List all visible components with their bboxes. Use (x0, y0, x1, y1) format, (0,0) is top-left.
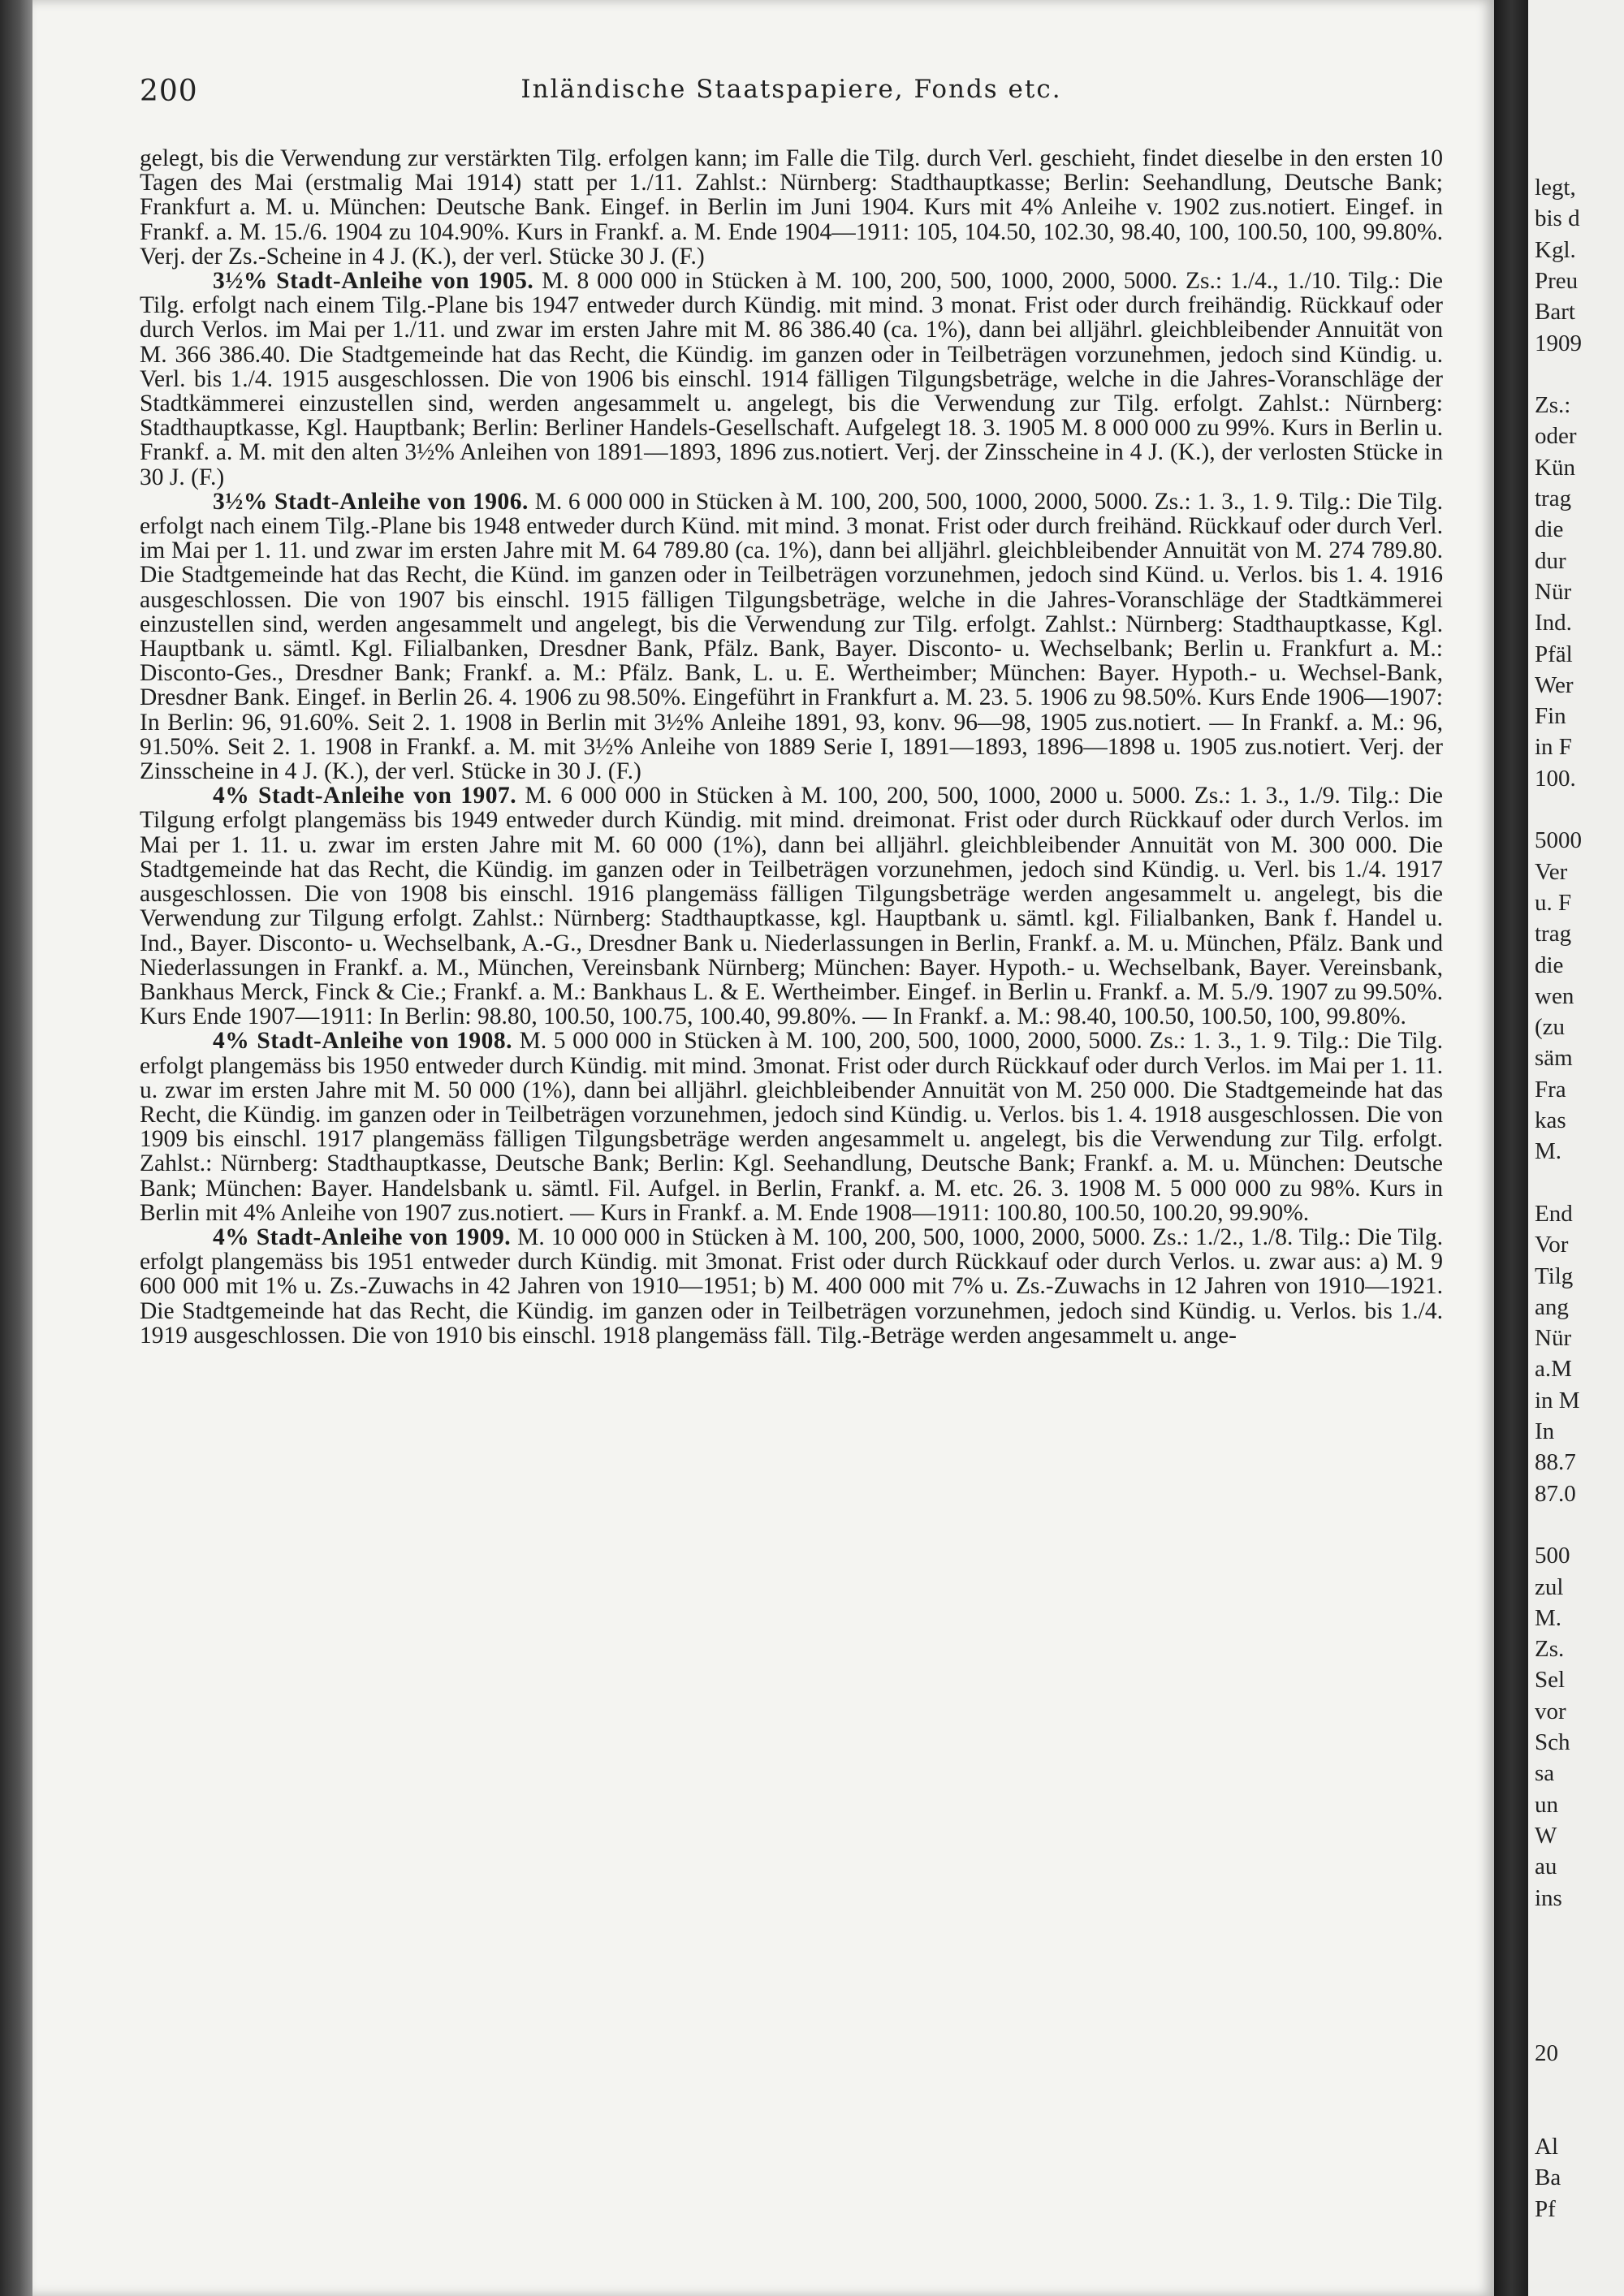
adjacent-page-fragment: sa (1535, 1760, 1555, 1787)
adjacent-page-fragment: 1909 (1535, 330, 1582, 356)
adjacent-page-fragment: Ind. (1535, 610, 1572, 637)
adjacent-page-fragment: Pf (1535, 2195, 1556, 2222)
adjacent-page-edge (1528, 0, 1624, 2296)
scan-border-left (0, 0, 32, 2296)
entry-1906 (140, 490, 1443, 783)
adjacent-page-fragment: Kün (1535, 454, 1575, 481)
adjacent-page-fragment: bis d (1535, 205, 1580, 232)
adjacent-page-fragment: vor (1535, 1698, 1566, 1724)
adjacent-page-fragment: säm (1535, 1045, 1573, 1072)
adjacent-page-fragment: 20 (1535, 2040, 1558, 2066)
entry-title: 4% Stadt-Anleihe von 1907. (213, 783, 517, 809)
adjacent-page-fragment: in F (1535, 734, 1572, 761)
adjacent-page-fragment: au (1535, 1854, 1557, 1880)
adjacent-page-fragment: 87.0 (1535, 1480, 1576, 1507)
adjacent-page-fragment: dur (1535, 547, 1566, 574)
entry-body: M. 8 000 000 in Stücken à M. 100, 200, 500, 1000, 2000, 5000. Zs.: 1./4., 1./10. Tilg.: Die Tilg. erfolgt nach einem Tilg.-Plane bis 1947 entweder durch Kündig. mit mind. 3 monat. Frist oder durch freihändig. Rückkauf oder durch Verlos. im Mai per 1./11. und zwar im ersten Jahre mit M. 86 386.40 (ca. 1%), dann bei alljährl. gleichbleibender Annuität von M. 366 386.40. Die Stadtgemeinde hat das Recht, die Kündig. im ganzen oder in Teilbeträgen vorzunehmen, jedoch sind Kündig. u. Verl. bis 1./4. 1915 ausgeschlossen. Die von 1906 bis einschl. 1914 fälligen Tilgungsbeträge, welche in die Jahres-Voranschläge der Stadtkämmerei einzustellen sind, werden angesammelt u. angelegt, bis die Verwendung zur Tilg. erfolgt. Zahlst.: Nürnberg: Stadthauptkasse, Kgl. Hauptbank; Berlin: Berliner Handels-Gesellschaft. Aufgelegt 18. 3. 1905 M. 8 000 000 zu 99%. Kurs in Berlin u. Frankf. a. M. mit den alten 3½% Anleihen von 1891—1893, 1896 zus.notiert. Verj. der Zinsscheine in 4 J. (K.), der verlosten Stücke in 30 J. (F.) (140, 268, 1444, 490)
entry-body: M. 10 000 000 in Stücken à M. 100, 200, 500, 1000, 2000, 5000. Zs.: 1./2., 1./8. Tilg.: Die Tilg. erfolgt plangemäss bis 1951 entweder durch Kündig. mit 3monat. Frist oder durch Rückkauf oder durch Verlos. u. zwar aus: a) M. 9 600 000 mit 1% u. Zs.-Zuwachs in 42 Jahren von 1910—1951; b) M. 400 000 mit 7% u. Zs.-Zuwachs in 12 Jahren von 1910—1921. Die Stadtgemeinde hat das Recht, die Kündig. im ganzen oder in Teilbeträgen vorzunehmen, jedoch sind Kündig. u. Verlos. bis 1./4. 1919 ausgeschlossen. Die von 1910 bis einschl. 1918 plangemäss fäll. Tilg.-Beträge werden angesammelt u. ange- (140, 1224, 1444, 1349)
adjacent-page-fragment: u. F (1535, 889, 1572, 916)
page-number: 200 (140, 75, 198, 108)
adjacent-page-fragment: trag (1535, 921, 1572, 947)
adjacent-page-fragment: (zu (1535, 1014, 1566, 1041)
adjacent-page-fragment: ang (1535, 1293, 1569, 1320)
adjacent-page-fragment: Preu (1535, 267, 1579, 294)
adjacent-page-fragment: trag (1535, 486, 1572, 511)
adjacent-page-fragment: Zs. (1535, 1636, 1565, 1663)
adjacent-page-fragment: W (1535, 1822, 1557, 1849)
adjacent-page-fragment: Fra (1535, 1076, 1566, 1103)
adjacent-page-fragment: oder (1535, 423, 1577, 450)
adjacent-page-fragment: Ver (1535, 858, 1568, 885)
adjacent-page-fragment: Tilg (1535, 1262, 1574, 1289)
entry-body: M. 6 000 000 in Stücken à M. 100, 200, 500, 1000, 2000, 5000. Zs.: 1. 3., 1. 9. Tilg.: Die Tilg. erfolgt nach einem Tilg.-Plane bis 1948 entweder durch Künd. mit mind. 3 monat. Frist oder durch freihänd. Rückkauf oder durch Verl. im Mai per 1. 11. und zwar im ersten Jahre mit M. 64 789.80 (ca. 1%), dann bei alljährl. gleichbleibender Annuität von M. 274 789.80. Die Stadtgemeinde hat das Recht, die Künd. im ganzen oder in Teilbeträgen vorzunehmen, jedoch sind Künd. u. Verlos. bis 1. 4. 1916 ausgeschlossen. Die von 1907 bis einschl. 1915 fälligen Tilgungsbeträge, welche in die Jahres-Voranschläge der Stadtkämmerei einzustellen sind, werden angesammelt und angelegt, bis die Verwendung zur Tilg. erfolgt. Zahlst.: Nürnberg: Stadthauptkasse, Kgl. Hauptbank u. sämtl. Kgl. Filialbanken, Dresdner Bank, Pfälz. Bank, Bayer. Disconto- u. Wechselbank; Berlin u. Frankfurt a. M.: Disconto-Ges., Dresdner Bank; Frankf. a. M.: Pfälz. Bank, L. u. E. Wertheimber; München: Bayer. Hypoth.- u. Wechsel-Bank, Dresdner Bank. Eingef. in Berlin 26. 4. 1906 zu 98.50%. Eingeführt in Frankfurt a. M. 23. 5. 1906 zu 98.50%. Kurs Ende 1906—1907: In Berlin: 96, 91.60%. Seit 2. 1. 1908 in Berlin mit 3½% Anleihe 1891, 93, konv. 96—98, 1905 zus.notiert. — In Frankf. a. M.: 96, 91.50%. Seit 2. 1. 1908 in Frankf. a. M. mit 3½% Anleihe von 1889 Serie I, 1891—1893, 1896—1898 u. 1905 zus.notiert. Verj. der Zinsscheine in 4 J. (K.), der verl. Stücke in 30 J. (F.) (140, 488, 1444, 785)
entry-1908 (140, 1029, 1443, 1225)
adjacent-page-fragment: Bart (1535, 299, 1575, 326)
entry-body: M. 5 000 000 in Stücken à M. 100, 200, 500, 1000, 2000, 5000. Zs.: 1. 3., 1. 9. Tilg.: Die Tilg. erfolgt plangemäss bis 1950 entweder durch Kündig. mit mind. 3monat. Frist oder durch Rückkauf oder durch Verlos. im Mai per 1. 11. u. zwar im ersten Jahre mit M. 50 000 (1%), dann bei alljährl. gleichbleibender Annuität von M. 250 000. Die Stadtgemeinde hat das Recht, die Kündig. im ganzen oder in Teilbeträgen vorzunehmen, jedoch sind Kündig. u. Verlos. bis 1. 4. 1918 ausgeschlossen. Die von 1909 bis einschl. 1917 plangemäss fälligen Tilgungsbeträge werden angesammelt u. angelegt, bis die Verwendung zur Tilg. erfolgt. Zahlst.: Nürnberg: Stadthauptkasse, Deutsche Bank; Berlin: Kgl. Seehandlung, Deutsche Bank; Frankf. a. M. u. München: Deutsche Bank; München: Bayer. Handelsbank u. sämtl. Fil. Aufgel. in Berlin, Frankf. a. M. etc. 26. 3. 1908 M. 5 000 000 zu 98%. Kurs in Berlin mit 4% Anleihe von 1907 zus.notiert. — Kurs in Frankf. a. M. Ende 1908—1911: 100.80, 100.50, 100.20, 99.90%. (140, 1028, 1444, 1226)
intro-paragraph: gelegt, bis die Verwendung zur verstärkten Tilg. erfolgen kann; im Falle die Tilg. durch Verl. geschieht, findet dieselbe in den ersten 10 Tagen des Mai (erstmalig Mai 1914) statt per 1./11. Zahlst.: Nürnberg: Stadthauptkasse; Berlin: Seehandlung, Deutsche Bank; Frankfurt a. M. u. München: Deutsche Bank. Eingef. in Berlin im Juni 1904. Kurs mit 4% Anleihe v. 1902 zus.notiert. Eingef. in Frankf. a. M. 15./6. 1904 zu 104.90%. Kurs in Frankf. a. M. Ende 1904—1911: 105, 104.50, 102.30, 98.40, 100, 100.50, 100, 99.80%. Verj. der Zs.-Scheine in 4 J. (K.), der verl. Stücke 30 J. (F.) (140, 145, 1443, 270)
adjacent-page-fragment: End (1535, 1200, 1573, 1227)
entry-1909 (140, 1225, 1443, 1348)
adjacent-page-fragment: Nür (1535, 578, 1572, 605)
adjacent-page-fragment: zul (1535, 1573, 1564, 1600)
adjacent-page-fragment: Sch (1535, 1729, 1570, 1755)
adjacent-page-fragment: Al (1535, 2133, 1558, 2160)
adjacent-page-fragment: 500 (1535, 1543, 1570, 1569)
adjacent-page-fragment: Fin (1535, 703, 1566, 730)
adjacent-page-fragment: Sel (1535, 1667, 1566, 1694)
adjacent-page-fragment: un (1535, 1791, 1558, 1818)
entry-title: 3½% Stadt-Anleihe von 1905. (213, 268, 534, 295)
page-header (140, 75, 1443, 115)
body-text (140, 146, 1443, 1348)
entry-title: 4% Stadt-Anleihe von 1909. (213, 1224, 512, 1250)
adjacent-page-fragment: Pfäl (1535, 641, 1573, 667)
adjacent-page-fragment: Kgl. (1535, 236, 1576, 263)
adjacent-page-fragment: M. (1535, 1138, 1562, 1165)
adjacent-page-fragment: die (1535, 952, 1564, 978)
adjacent-page-fragment: legt, (1535, 175, 1576, 201)
adjacent-page-fragment: Nür (1535, 1325, 1572, 1352)
entry-1905 (140, 269, 1443, 490)
running-title: Inländische Staatspapiere, Fonds etc. (520, 75, 1062, 104)
adjacent-page-fragment: 5000 (1535, 827, 1582, 854)
adjacent-page-fragment: a.M (1535, 1356, 1572, 1383)
entry-title: 4% Stadt-Anleihe von 1908. (213, 1028, 513, 1055)
adjacent-page-fragment: Vor (1535, 1232, 1569, 1258)
adjacent-page-fragment: ins (1535, 1884, 1562, 1911)
adjacent-page-fragment: in M (1535, 1387, 1580, 1413)
adjacent-page-fragment: 88.7 (1535, 1449, 1576, 1476)
entry-title: 3½% Stadt-Anleihe von 1906. (213, 488, 529, 515)
entry-1907 (140, 783, 1443, 1029)
adjacent-page-fragment: In (1535, 1418, 1555, 1444)
adjacent-page-fragment: Zs.: (1535, 392, 1571, 419)
entry-body: M. 6 000 000 in Stücken à M. 100, 200, 500, 1000, 2000 u. 5000. Zs.: 1. 3., 1./9. Tilg.: Die Tilgung erfolgt plangemäss bis 1949 entweder durch Kündig. mit mind. dreimonat. Frist oder durch Rückkauf oder durch Verlos. im Mai per 1. 11. u. zwar im ersten Jahre mit M. 60 000 (1%), dann bei alljährl. gleichbleibender Annuität von M. 300 000. Die Stadtgemeinde hat das Recht, die Kündig. im ganzen oder in Teilbeträgen vorzunehmen, jedoch sind Kündig. u. Verl. bis 1./4. 1917 ausgeschlossen. Die von 1908 bis einschl. 1916 plangemäss fälligen Tilgungsbeträge werden angesammelt u. angelegt, bis die Verwendung zur Tilgung erfolgt. Zahlst.: Nürnberg: Stadthauptkasse, kgl. Hauptbank u. sämtl. kgl. Filialbanken, Bank f. Handel u. Ind., Bayer. Disconto- u. Wechselbank, A.-G., Dresdner Bank u. Niederlassungen in Berlin, Frankf. a. M. u. München, Pfälz. Bank und Niederlassungen in Frankf. a. M., München, Vereinsbank Nürnberg; München: Bayer. Hypoth.- u. Wechselbank, Bayer. Vereinsbank, Bankhaus Merck, Finck & Cie.; Frankf. a. M.: Bankhaus L. & E. Wertheimber. Eingef. in Berlin u. Frankf. a. M. 5./9. 1907 zu 99.50%. Kurs Ende 1907—1911: In Berlin: 98.80, 100.50, 100.75, 100.40, 99.80%. — In Frankf. a. M.: 98.40, 100.50, 100.50, 100, 99.80%. (140, 783, 1443, 1030)
adjacent-page-fragment: kas (1535, 1107, 1566, 1133)
adjacent-page-fragment: Wer (1535, 671, 1574, 698)
adjacent-page-fragment: Ba (1535, 2164, 1561, 2191)
adjacent-page-fragment: wen (1535, 982, 1574, 1009)
adjacent-page-fragment: die (1535, 516, 1564, 543)
adjacent-page-fragment: M. (1535, 1604, 1562, 1631)
adjacent-page-fragment: 100. (1535, 765, 1576, 792)
book-gutter (1494, 0, 1528, 2296)
